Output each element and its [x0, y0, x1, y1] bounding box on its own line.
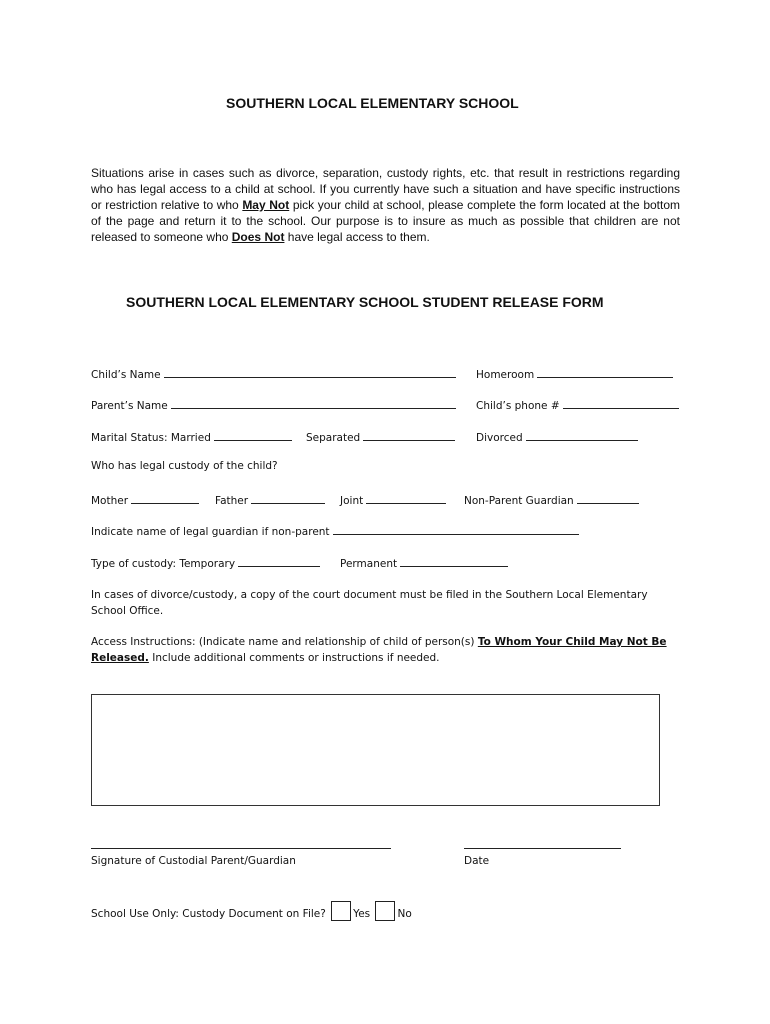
father-field[interactable] — [251, 492, 325, 504]
father-label: Father — [215, 495, 249, 507]
child-phone-row — [476, 397, 679, 412]
custody-question: Who has legal custody of the child? — [91, 460, 278, 472]
signature-line[interactable] — [91, 848, 391, 849]
separated-row — [306, 429, 455, 444]
guardian-name-field[interactable] — [333, 523, 579, 535]
access-instructions-emphasis: To Whom Your Child May Not Be Released. — [91, 636, 667, 664]
intro-text-2: pick your child at school, please complete the form located at the bottom of the page and return it to the school. Our purpose is to insure as much as possible that children are not released to someone who — [91, 198, 681, 244]
father-row — [215, 492, 325, 507]
non-parent-guardian-field[interactable] — [577, 492, 639, 504]
court-document-note: In cases of divorce/custody, a copy of the court document must be filed in the Southern Local Elementary School Office. — [91, 589, 648, 617]
separated-label: Separated — [306, 432, 361, 444]
form-title: SOUTHERN LOCAL ELEMENTARY SCHOOL STUDENT RELEASE FORM — [126, 294, 604, 310]
mother-row — [91, 492, 199, 507]
intro-text-1: Situations arise in cases such as divorce, separation, custody rights, etc. that result in restrictions regarding who has legal access to a child at school. If you currently have such a situation and have specific instructions or restriction relative to who — [91, 166, 680, 212]
custody-type-label: Type of custody: Temporary — [91, 558, 236, 570]
intro-emphasis-may-not: May Not — [242, 198, 290, 212]
married-field[interactable] — [214, 429, 292, 441]
intro-text-3: have legal access to them. — [284, 230, 430, 244]
yes-label: Yes — [353, 908, 371, 920]
yes-checkbox[interactable] — [331, 901, 351, 921]
child-phone-field[interactable] — [563, 397, 679, 409]
permanent-row — [340, 555, 508, 570]
joint-row — [340, 492, 446, 507]
marital-status-label: Marital Status: Married — [91, 432, 211, 444]
divorced-field[interactable] — [526, 429, 638, 441]
date-line[interactable] — [464, 848, 621, 849]
no-checkbox[interactable] — [375, 901, 395, 921]
child-name-field[interactable] — [164, 366, 456, 378]
mother-field[interactable] — [131, 492, 199, 504]
page-title: SOUTHERN LOCAL ELEMENTARY SCHOOL — [226, 95, 519, 111]
separated-field[interactable] — [363, 429, 455, 441]
temporary-field[interactable] — [238, 555, 320, 567]
homeroom-field[interactable] — [537, 366, 673, 378]
intro-emphasis-does-not: Does Not — [231, 230, 285, 244]
child-phone-label: Child’s phone # — [476, 400, 560, 412]
intro-paragraph — [91, 165, 680, 245]
signature-label: Signature of Custodial Parent/Guardian — [91, 855, 296, 867]
divorced-row — [476, 429, 638, 444]
custody-temporary-row — [91, 555, 320, 570]
school-use-row — [91, 901, 412, 921]
homeroom-label: Homeroom — [476, 369, 535, 381]
no-label: No — [397, 908, 412, 920]
permanent-field[interactable] — [400, 555, 508, 567]
divorced-label: Divorced — [476, 432, 523, 444]
permanent-label: Permanent — [340, 558, 398, 570]
parent-name-row — [91, 397, 456, 412]
guardian-name-row — [91, 523, 579, 538]
date-label: Date — [464, 855, 490, 867]
mother-label: Mother — [91, 495, 129, 507]
access-instructions-prefix: Access Instructions: (Indicate name and relationship of child of person(s) — [91, 636, 478, 648]
access-instructions — [91, 634, 671, 666]
non-parent-guardian-row — [464, 492, 639, 507]
access-instructions-textbox[interactable] — [91, 694, 660, 806]
child-name-row — [91, 366, 456, 381]
homeroom-row — [476, 366, 673, 381]
child-name-label: Child’s Name — [91, 369, 161, 381]
non-parent-guardian-label: Non-Parent Guardian — [464, 495, 574, 507]
marital-married-row — [91, 429, 292, 444]
joint-label: Joint — [340, 495, 364, 507]
parent-name-label: Parent’s Name — [91, 400, 168, 412]
guardian-name-label: Indicate name of legal guardian if non-parent — [91, 526, 330, 538]
school-use-label: School Use Only: Custody Document on File? — [91, 908, 326, 920]
access-instructions-suffix: Include additional comments or instructions if needed. — [148, 652, 440, 664]
joint-field[interactable] — [366, 492, 446, 504]
parent-name-field[interactable] — [171, 397, 456, 409]
